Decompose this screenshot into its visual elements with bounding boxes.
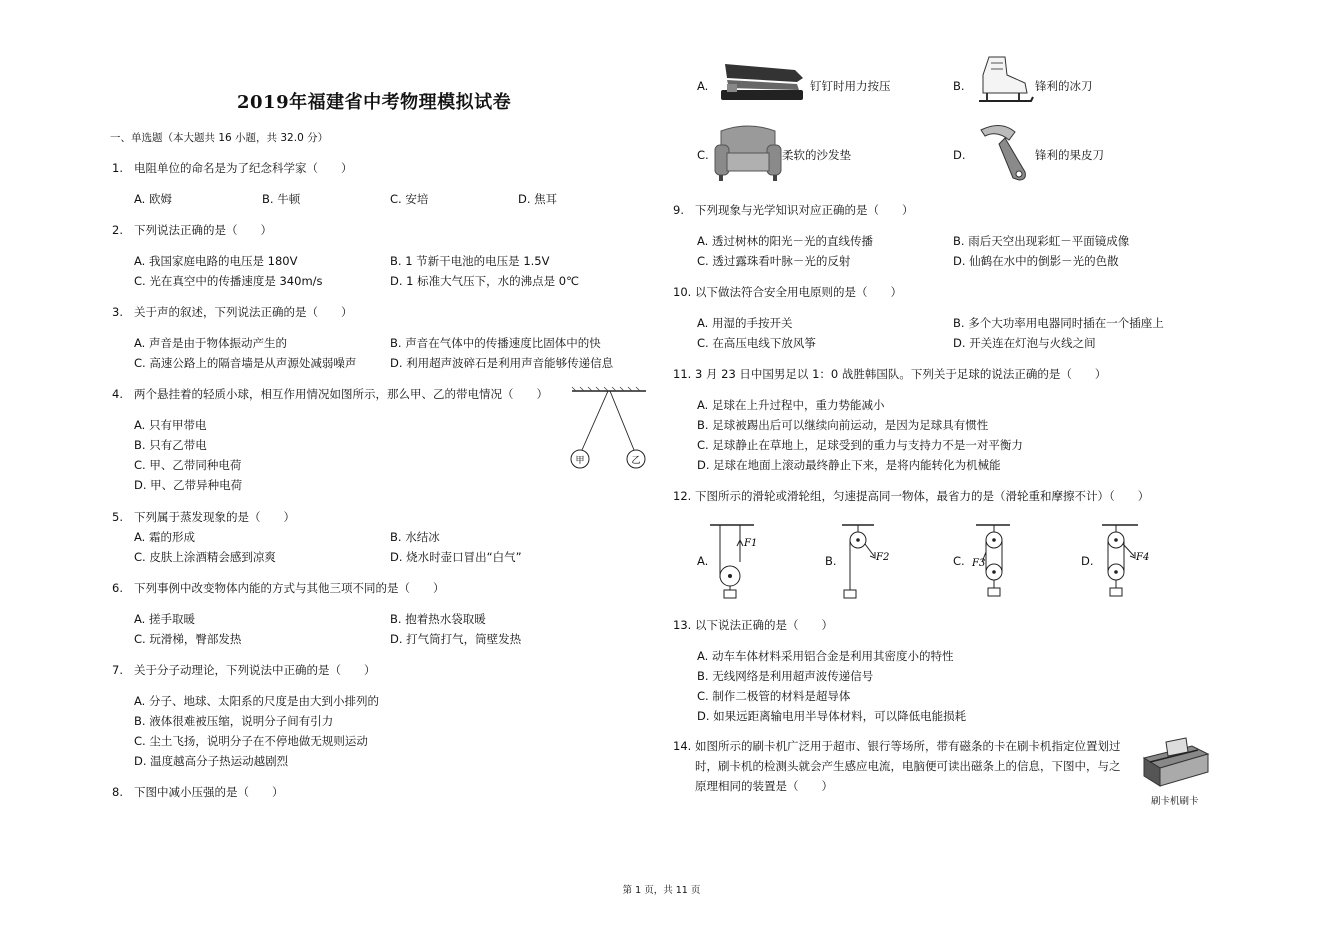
question-2: 2. 下列说法正确的是（ ）: [112, 223, 272, 237]
caption-stapler: 钉钉时用力按压: [810, 79, 891, 93]
option[interactable]: B. 雨后天空出现彩虹－平面镜成像: [953, 234, 1130, 248]
pulley-figure-a: [708, 522, 768, 602]
question-4: 4. 两个悬挂着的轻质小球，相互作用情况如图所示，那么甲、乙的带电情况（ ）: [112, 387, 548, 401]
sofa-icon: [713, 123, 783, 185]
question-3: 3. 关于声的叙述，下列说法正确的是（ ）: [112, 305, 353, 319]
option[interactable]: B. 抱着热水袋取暖: [390, 612, 486, 626]
option[interactable]: C. 光在真空中的传播速度是 340m/s: [134, 274, 323, 288]
option[interactable]: B. 无线网络是利用超声波传递信号: [697, 669, 874, 683]
option[interactable]: D.: [953, 148, 966, 162]
option[interactable]: A. 我国家庭电路的电压是 180V: [134, 254, 298, 268]
card-reader-figure: [1140, 738, 1212, 794]
option[interactable]: C. 制作二极管的材料是超导体: [697, 689, 851, 703]
option[interactable]: C. 在高压电线下放风筝: [697, 336, 816, 350]
ball-label-jia: 甲: [575, 456, 585, 466]
option[interactable]: C. 安培: [390, 192, 429, 206]
option[interactable]: D. 如果远距离输电用半导体材料，可以降低电能损耗: [697, 709, 967, 723]
ice-skate-icon: [975, 55, 1035, 110]
option[interactable]: A. 足球在上升过程中，重力势能减小: [697, 398, 885, 412]
pulley-figure-b: [838, 522, 898, 602]
option[interactable]: B. 水结冰: [390, 530, 440, 544]
question-5: 5. 下列属于蒸发现象的是（ ）: [112, 510, 295, 524]
option[interactable]: B. 多个大功率用电器同时插在一个插座上: [953, 316, 1164, 330]
question-8: 8. 下图中减小压强的是（ ）: [112, 785, 284, 799]
option[interactable]: D. 烧水时壶口冒出“白气”: [390, 550, 522, 564]
caption-sofa: 柔软的沙发垫: [782, 148, 851, 162]
pulley-figure-d: [1098, 522, 1158, 602]
option[interactable]: B. 1 节新干电池的电压是 1.5V: [390, 254, 550, 268]
question-13: 13. 以下说法正确的是（ ）: [673, 618, 833, 632]
option[interactable]: A. 霜的形成: [134, 530, 195, 544]
option[interactable]: A. 声音是由于物体振动产生的: [134, 336, 287, 350]
option[interactable]: C. 尘土飞扬，说明分子在不停地做无规则运动: [134, 734, 368, 748]
page-title: 2019年福建省中考物理模拟试卷: [237, 92, 512, 113]
option[interactable]: A. 用湿的手按开关: [697, 316, 793, 330]
question-9: 9. 下列现象与光学知识对应正确的是（ ）: [673, 203, 914, 217]
option[interactable]: B. 足球被踢出后可以继续向前运动，是因为足球具有惯性: [697, 418, 989, 432]
option[interactable]: C. 足球静止在草地上，足球受到的重力与支持力不是一对平衡力: [697, 438, 1023, 452]
force-label-f4: F4: [1136, 552, 1150, 563]
option[interactable]: A. 分子、地球、太阳系的尺度是由大到小排列的: [134, 694, 379, 708]
question-6: 6. 下列事例中改变物体内能的方式与其他三项不同的是（ ）: [112, 581, 445, 595]
force-label-f3: F3: [972, 558, 986, 569]
section-heading: 一、单选题（本大题共 16 小题，共 32.0 分）: [110, 132, 329, 144]
question-10: 10. 以下做法符合安全用电原则的是（ ）: [673, 285, 902, 299]
question-7: 7. 关于分子动理论，下列说法中正确的是（ ）: [112, 663, 376, 677]
option[interactable]: C. 皮肤上涂酒精会感到凉爽: [134, 550, 276, 564]
peeler-icon: [975, 122, 1035, 184]
option[interactable]: B.: [953, 79, 965, 93]
option[interactable]: A. 动车车体材料采用铝合金是利用其密度小的特性: [697, 649, 954, 663]
option[interactable]: C. 透过露珠看叶脉－光的反射: [697, 254, 851, 268]
question-14-line-3: 原理相同的装置是（ ）: [695, 779, 833, 793]
question-11: 11. 3 月 23 日中国男足以 1：0 战胜韩国队。下列关于足球的说法正确的是（ ）: [673, 367, 1107, 381]
option[interactable]: C. 甲、乙带同种电荷: [134, 458, 242, 472]
option[interactable]: A. 透过树林的阳光－光的直线传播: [697, 234, 873, 248]
option[interactable]: D.: [1081, 554, 1094, 568]
card-reader-caption: 刷卡机刷卡: [1151, 796, 1199, 807]
caption-ice-skate: 锋利的冰刀: [1035, 79, 1093, 93]
option[interactable]: D. 温度越高分子热运动越剧烈: [134, 754, 289, 768]
option[interactable]: D. 打气筒打气，筒壁发热: [390, 632, 522, 646]
option[interactable]: D. 焦耳: [518, 192, 558, 206]
option[interactable]: A.: [697, 554, 709, 568]
caption-peeler: 锋利的果皮刀: [1035, 148, 1104, 162]
option[interactable]: D. 甲、乙带异种电荷: [134, 478, 243, 492]
option[interactable]: D. 仙鹤在水中的倒影－光的色散: [953, 254, 1119, 268]
hanging-balls-figure: [570, 388, 650, 472]
option[interactable]: B.: [825, 554, 837, 568]
force-label-f2: F2: [876, 552, 890, 563]
option[interactable]: D. 利用超声波碎石是利用声音能够传递信息: [390, 356, 614, 370]
force-label-f1: F1: [744, 538, 758, 549]
option[interactable]: D. 足球在地面上滚动最终静止下来，是将内能转化为机械能: [697, 458, 1001, 472]
option[interactable]: B. 牛顿: [262, 192, 301, 206]
option[interactable]: B. 声音在气体中的传播速度比固体中的快: [390, 336, 601, 350]
option[interactable]: C. 玩滑梯，臀部发热: [134, 632, 242, 646]
option[interactable]: A. 欧姆: [134, 192, 172, 206]
option[interactable]: D. 1 标准大气压下，水的沸点是 0℃: [390, 274, 580, 288]
option[interactable]: C. 高速公路上的隔音墙是从声源处减弱噪声: [134, 356, 357, 370]
option[interactable]: A.: [697, 79, 709, 93]
pulley-figure-c: [970, 522, 1030, 602]
option[interactable]: C.: [953, 554, 965, 568]
question-1: 1. 电阻单位的命名是为了纪念科学家（ ）: [112, 161, 353, 175]
stapler-icon: [717, 58, 807, 108]
question-12: 12. 下图所示的滑轮或滑轮组，匀速提高同一物体，最省力的是（滑轮重和摩擦不计）（ ）: [673, 489, 1150, 503]
option[interactable]: B. 液体很难被压缩，说明分子间有引力: [134, 714, 334, 728]
ball-label-yi: 乙: [631, 456, 641, 466]
question-14-line-2: 时，刷卡机的检测头就会产生感应电流，电脑便可读出磁条上的信息，下图中，与之: [695, 759, 1121, 773]
option[interactable]: C.: [697, 148, 709, 162]
option[interactable]: D. 开关连在灯泡与火线之间: [953, 336, 1096, 350]
question-14: 14. 如图所示的刷卡机广泛用于超市、银行等场所，带有磁条的卡在刷卡机指定位置划过: [673, 739, 1121, 753]
option[interactable]: A. 搓手取暖: [134, 612, 195, 626]
option[interactable]: B. 只有乙带电: [134, 438, 207, 452]
page-footer: 第 1 页，共 11 页: [622, 885, 701, 896]
option[interactable]: A. 只有甲带电: [134, 418, 207, 432]
